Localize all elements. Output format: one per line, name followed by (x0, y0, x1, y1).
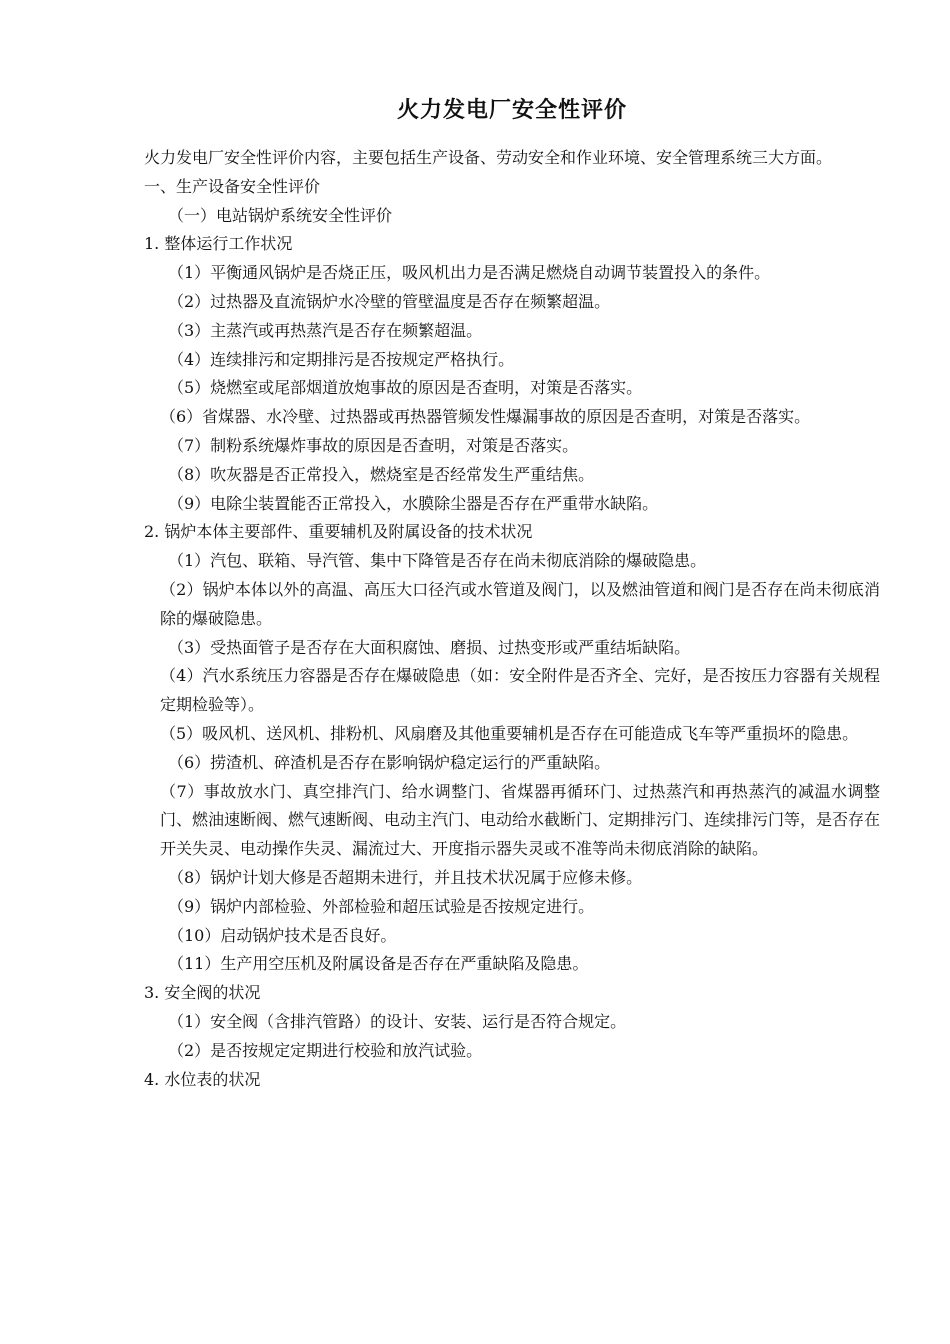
heading-3: 3. 安全阀的状况 (144, 983, 261, 1003)
list-item: （2）锅炉本体以外的高温、高压大口径汽或水管道及阀门，以及燃油管道和阀门是否存在尚未彻底消除的爆破隐患。 (160, 579, 880, 628)
list-item: （6）捞渣机、碎渣机是否存在影响锅炉稳定运行的严重缺陷。 (168, 752, 611, 772)
list-item: （5）烧燃室或尾部烟道放炮事故的原因是否查明，对策是否落实。 (168, 378, 643, 398)
intro-paragraph: 火力发电厂安全性评价内容，主要包括生产设备、劳动安全和作业环境、安全管理系统三大方面。 (144, 148, 833, 167)
list-item: （10）启动锅炉技术是否良好。 (168, 925, 397, 945)
list-item: （8）锅炉计划大修是否超期未进行，并且技术状况属于应修未修。 (168, 867, 643, 887)
list-item: （3）主蒸汽或再热蒸汽是否存在频繁超温。 (168, 320, 483, 340)
list-item: （1）平衡通风锅炉是否烧正压，吸风机出力是否满足燃烧自动调节装置投入的条件。 (168, 263, 771, 283)
section-heading: 一、生产设备安全性评价 (144, 176, 321, 196)
heading-2: 2. 锅炉本体主要部件、重要辅机及附属设备的技术状况 (144, 522, 533, 542)
heading-1: 1. 整体运行工作状况 (144, 234, 293, 254)
document-title: 火力发电厂安全性评价 (396, 97, 627, 123)
subsection-heading: （一）电站锅炉系统安全性评价 (168, 205, 393, 225)
list-item: （6）省煤器、水冷壁、过热器或再热器管频发性爆漏事故的原因是否查明，对策是否落实。 (160, 407, 811, 427)
list-item: （3）受热面管子是否存在大面积腐蚀、磨损、过热变形或严重结垢缺陷。 (168, 637, 691, 657)
list-item: （9）锅炉内部检验、外部检验和超压试验是否按规定进行。 (168, 896, 595, 916)
list-item: （9）电除尘装置能否正常投入，水膜除尘器是否存在严重带水缺陷。 (168, 493, 659, 513)
list-item: （8）吹灰器是否正常投入，燃烧室是否经常发生严重结焦。 (168, 464, 595, 484)
document-page (144, 90, 880, 1094)
heading-4: 4. 水位表的状况 (144, 1069, 261, 1089)
list-item: （2）是否按规定定期进行校验和放汽试验。 (168, 1040, 483, 1060)
list-item: （2）过热器及直流锅炉水冷壁的管壁温度是否存在频繁超温。 (168, 291, 611, 311)
list-item: （1）汽包、联箱、导汽管、集中下降管是否存在尚未彻底消除的爆破隐患。 (168, 551, 707, 571)
list-item: （11）生产用空压机及附属设备是否存在严重缺陷及隐患。 (168, 954, 589, 974)
list-item: （7）制粉系统爆炸事故的原因是否查明，对策是否落实。 (168, 435, 579, 455)
list-item: （4）连续排污和定期排污是否按规定严格执行。 (168, 349, 515, 369)
list-item: （1）安全阀（含排汽管路）的设计、安装、运行是否符合规定。 (168, 1011, 627, 1031)
list-item: （4）汽水系统压力容器是否存在爆破隐患（如：安全附件是否齐全、完好，是否按压力容器有关规程定期检验等）。 (160, 666, 880, 715)
list-item: （7）事故放水门、真空排汽门、给水调整门、省煤器再循环门、过热蒸汽和再热蒸汽的减温水调整门、燃油速断阀、燃气速断阀、电动主汽门、电动给水截断门、定期排污门、连续排污门等，是否存在开关失灵、电动操作失灵、漏流过大、开度指示器失灵或不准等尚未彻底消除的缺陷。 (160, 781, 881, 859)
list-item: （5）吸风机、送风机、排粉机、风扇磨及其他重要辅机是否存在可能造成飞车等严重损坏的隐患。 (160, 723, 859, 743)
